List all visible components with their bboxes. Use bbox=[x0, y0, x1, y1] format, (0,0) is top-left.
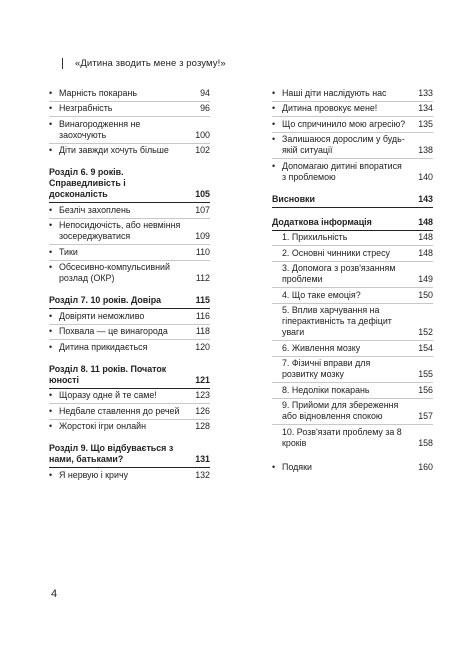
toc-item-page: 110 bbox=[195, 246, 210, 257]
toc-item[interactable] bbox=[272, 86, 433, 102]
toc-item-page: 148 bbox=[418, 247, 433, 258]
bullet-icon: • bbox=[272, 118, 276, 129]
bullet-icon: • bbox=[49, 118, 53, 129]
toc-item-page: 155 bbox=[418, 369, 433, 379]
toc-entry bbox=[49, 295, 210, 306]
toc-item-title: Діти завжди хочуть більше bbox=[59, 145, 169, 155]
toc-item[interactable] bbox=[272, 288, 433, 304]
toc-item[interactable] bbox=[49, 245, 210, 261]
toc-item[interactable] bbox=[272, 399, 433, 426]
toc-item-page: 96 bbox=[200, 103, 210, 113]
toc-entry bbox=[272, 217, 433, 228]
toc-item[interactable] bbox=[49, 325, 210, 341]
section-title: Розділ 7. 10 років. Довіра bbox=[49, 295, 162, 305]
toc-entry bbox=[59, 311, 210, 322]
toc-item-page: 134 bbox=[418, 103, 433, 113]
toc-item-title: Довіряти неможливо bbox=[59, 310, 145, 321]
toc-entry bbox=[282, 385, 433, 396]
toc-item-page: 160 bbox=[418, 462, 433, 472]
bullet-icon: • bbox=[272, 87, 276, 98]
toc-item-page: 152 bbox=[418, 327, 433, 337]
toc-item[interactable] bbox=[272, 246, 433, 262]
toc-item-title: Дитина прикидається bbox=[59, 341, 148, 352]
toc-item-title: Безліч захоплень bbox=[59, 204, 131, 215]
toc-item-title: Залишаюся дорослим у будь-якій ситуації bbox=[282, 134, 405, 155]
toc-item[interactable] bbox=[272, 341, 433, 357]
bullet-icon: • bbox=[272, 134, 276, 144]
toc-section-heading[interactable] bbox=[49, 441, 210, 468]
toc-item-title: 8. Недоліки покарань bbox=[282, 384, 370, 395]
toc-entry bbox=[59, 470, 210, 481]
toc-entry bbox=[59, 421, 210, 432]
toc-item-title: 2. Основні чинники стресу bbox=[282, 247, 390, 258]
section-page: 115 bbox=[195, 295, 210, 305]
toc-entry bbox=[59, 247, 210, 258]
toc-section-heading[interactable] bbox=[272, 215, 433, 231]
toc-item-title: 1. Прихильність bbox=[282, 232, 348, 242]
toc-entry bbox=[282, 400, 433, 422]
toc-item[interactable] bbox=[49, 102, 210, 118]
bullet-icon: • bbox=[49, 326, 53, 336]
toc-item-page: 150 bbox=[418, 289, 433, 300]
bullet-icon: • bbox=[49, 204, 53, 215]
toc-entry bbox=[282, 343, 433, 354]
toc-item-title: Щоразу одне й те саме! bbox=[59, 390, 157, 400]
toc-entry bbox=[59, 262, 210, 284]
bullet-icon: • bbox=[49, 405, 53, 416]
toc-section-heading[interactable] bbox=[49, 293, 210, 309]
toc-item-title: Марність покарань bbox=[59, 87, 137, 98]
toc-item-page: 116 bbox=[195, 310, 210, 321]
toc-item-title: Похвала — це винагорода bbox=[59, 326, 168, 336]
toc-item-page: 112 bbox=[195, 273, 210, 283]
toc-item-page: 102 bbox=[195, 145, 210, 155]
section-title: Додаткова інформація bbox=[272, 216, 372, 227]
toc-item[interactable] bbox=[49, 389, 210, 405]
toc-entry bbox=[282, 88, 433, 99]
page-number: 4 bbox=[51, 588, 58, 600]
toc-entry bbox=[59, 220, 210, 242]
toc-item-page: 156 bbox=[418, 384, 433, 395]
section-title: Висновки bbox=[272, 193, 315, 204]
toc-item[interactable] bbox=[272, 383, 433, 399]
bullet-icon: • bbox=[49, 145, 53, 155]
toc-item-title: Недбале ставлення до речей bbox=[59, 405, 180, 416]
toc-entry bbox=[59, 205, 210, 216]
toc-item-page: 138 bbox=[418, 145, 433, 155]
toc-section-heading[interactable] bbox=[49, 165, 210, 203]
toc-item-page: 94 bbox=[200, 87, 210, 98]
toc-entry bbox=[59, 145, 210, 156]
bullet-icon: • bbox=[49, 390, 53, 400]
toc-item-title: Що спричинило мою агресію? bbox=[282, 118, 406, 129]
toc-item-title: Я нервую і кричу bbox=[59, 469, 129, 480]
toc-section-heading[interactable] bbox=[272, 192, 433, 208]
toc-entry bbox=[59, 390, 210, 401]
toc-entry bbox=[59, 342, 210, 353]
toc-item-page: 135 bbox=[418, 118, 433, 129]
header-title: «Дитина зводить мене з розуму!» bbox=[75, 57, 226, 69]
toc-item-title: Допомагаю дитині впоратися з проблемою bbox=[282, 160, 402, 182]
toc-item-page: 133 bbox=[418, 87, 433, 98]
toc-item-page: 107 bbox=[195, 204, 210, 215]
toc-entry bbox=[49, 443, 210, 465]
bullet-icon: • bbox=[272, 462, 276, 472]
section-page: 143 bbox=[418, 193, 433, 204]
section-page: 131 bbox=[195, 454, 210, 464]
toc-entry bbox=[59, 119, 210, 141]
toc-item[interactable] bbox=[272, 425, 433, 451]
toc-item-page: 148 bbox=[418, 232, 433, 242]
toc-entry bbox=[282, 103, 433, 114]
toc-item-title: Непосидючість, або невміння зосереджуватися bbox=[59, 220, 181, 241]
toc-entry bbox=[282, 358, 433, 380]
bullet-icon: • bbox=[272, 160, 276, 171]
running-header bbox=[62, 56, 226, 70]
toc-entry bbox=[282, 462, 433, 473]
bullet-icon: • bbox=[49, 310, 53, 321]
toc-left-column bbox=[49, 86, 210, 483]
toc-item[interactable] bbox=[49, 117, 210, 144]
toc-entry bbox=[282, 119, 433, 130]
toc-item[interactable] bbox=[49, 144, 210, 159]
toc-item-page: 140 bbox=[418, 171, 433, 182]
toc-item[interactable] bbox=[272, 117, 433, 133]
toc-item[interactable] bbox=[49, 86, 210, 102]
toc-item[interactable] bbox=[272, 304, 433, 342]
toc-entry bbox=[282, 161, 433, 183]
toc-item[interactable] bbox=[272, 461, 433, 476]
toc-right-column bbox=[272, 86, 433, 475]
toc-item[interactable] bbox=[49, 309, 210, 325]
section-title: Розділ 6. 9 років. Справедливість і досконалість bbox=[49, 167, 126, 199]
toc-item-title: 10. Розв'язати проблему за 8 кроків bbox=[282, 426, 402, 448]
toc-item-page: 123 bbox=[195, 390, 210, 400]
toc-entry bbox=[282, 263, 433, 285]
bullet-icon: • bbox=[49, 262, 53, 272]
bullet-icon: • bbox=[49, 421, 53, 431]
toc-item-title: Винагородження не заохочують bbox=[59, 118, 141, 140]
toc-entry bbox=[59, 406, 210, 417]
toc-item-page: 120 bbox=[195, 341, 210, 352]
toc-item[interactable] bbox=[49, 340, 210, 355]
toc-item-page: 109 bbox=[195, 231, 210, 241]
toc-item-title: 7. Фізичні вправи для розвитку мозку bbox=[282, 358, 371, 379]
toc-section-heading[interactable] bbox=[49, 362, 210, 389]
toc-entry bbox=[49, 167, 210, 200]
toc-item-page: 126 bbox=[195, 405, 210, 416]
section-page: 105 bbox=[195, 189, 210, 199]
bullet-icon: • bbox=[49, 246, 53, 257]
header-divider bbox=[62, 58, 63, 69]
toc-entry bbox=[59, 326, 210, 337]
toc-item-title: 9. Прийоми для збереження або відновлення спокою bbox=[282, 400, 399, 421]
toc-item-page: 157 bbox=[418, 411, 433, 421]
toc-item[interactable] bbox=[49, 420, 210, 435]
toc-entry bbox=[282, 305, 433, 338]
toc-item-page: 132 bbox=[195, 469, 210, 480]
toc-item[interactable] bbox=[49, 203, 210, 219]
toc-entry bbox=[282, 290, 433, 301]
toc-item[interactable] bbox=[49, 404, 210, 420]
toc-item-title: Жорстокі ігри онлайн bbox=[59, 421, 147, 431]
toc-item[interactable] bbox=[272, 102, 433, 118]
section-title: Розділ 8. 11 років. Початок юності bbox=[49, 363, 167, 385]
bullet-icon: • bbox=[49, 87, 53, 98]
toc-item[interactable] bbox=[272, 357, 433, 384]
toc-entry bbox=[49, 364, 210, 386]
toc-entry bbox=[282, 134, 433, 156]
toc-item-title: Незграбність bbox=[59, 103, 113, 113]
bullet-icon: • bbox=[272, 103, 276, 113]
toc-item[interactable] bbox=[49, 219, 210, 246]
toc-item-title: 5. Вплив харчування на гіперактивність та дефіцит уваги bbox=[282, 305, 392, 337]
toc-item-title: 4. Що таке емоція? bbox=[282, 289, 361, 300]
toc-item-page: 149 bbox=[418, 274, 433, 284]
toc-item[interactable] bbox=[272, 231, 433, 247]
toc-item-page: 154 bbox=[418, 342, 433, 353]
toc-item[interactable] bbox=[272, 133, 433, 160]
toc-entry bbox=[282, 248, 433, 259]
toc-item-page: 118 bbox=[195, 326, 210, 336]
toc-item[interactable] bbox=[49, 468, 210, 483]
toc-entry bbox=[59, 88, 210, 99]
toc-item-title: 3. Допомога з розв'язанням проблеми bbox=[282, 263, 396, 284]
toc-item-page: 100 bbox=[195, 129, 210, 140]
toc-entry bbox=[282, 232, 433, 243]
toc-item-title: Подяки bbox=[282, 462, 312, 472]
toc-item-title: Тики bbox=[59, 246, 78, 257]
bullet-icon: • bbox=[49, 103, 53, 113]
toc-item-title: Дитина провокує мене! bbox=[282, 103, 378, 113]
section-page: 148 bbox=[418, 216, 433, 227]
bullet-icon: • bbox=[49, 469, 53, 480]
section-page: 121 bbox=[195, 374, 210, 385]
toc-entry bbox=[59, 103, 210, 114]
toc-item-title: 6. Живлення мозку bbox=[282, 342, 361, 353]
toc-item-page: 158 bbox=[418, 437, 433, 448]
bullet-icon: • bbox=[49, 341, 53, 352]
toc-item-page: 128 bbox=[195, 421, 210, 431]
toc-entry bbox=[282, 427, 433, 449]
section-title: Розділ 9. Що відбувається з нами, батьками? bbox=[49, 443, 174, 464]
toc-item[interactable] bbox=[272, 262, 433, 289]
toc-item[interactable] bbox=[272, 159, 433, 185]
bullet-icon: • bbox=[49, 220, 53, 230]
toc-item[interactable] bbox=[49, 261, 210, 287]
toc-entry bbox=[272, 194, 433, 205]
toc-item-title: Обсесивно-компульсивний розлад (ОКР) bbox=[59, 262, 170, 283]
toc-item-title: Наші діти наслідують нас bbox=[282, 87, 387, 98]
